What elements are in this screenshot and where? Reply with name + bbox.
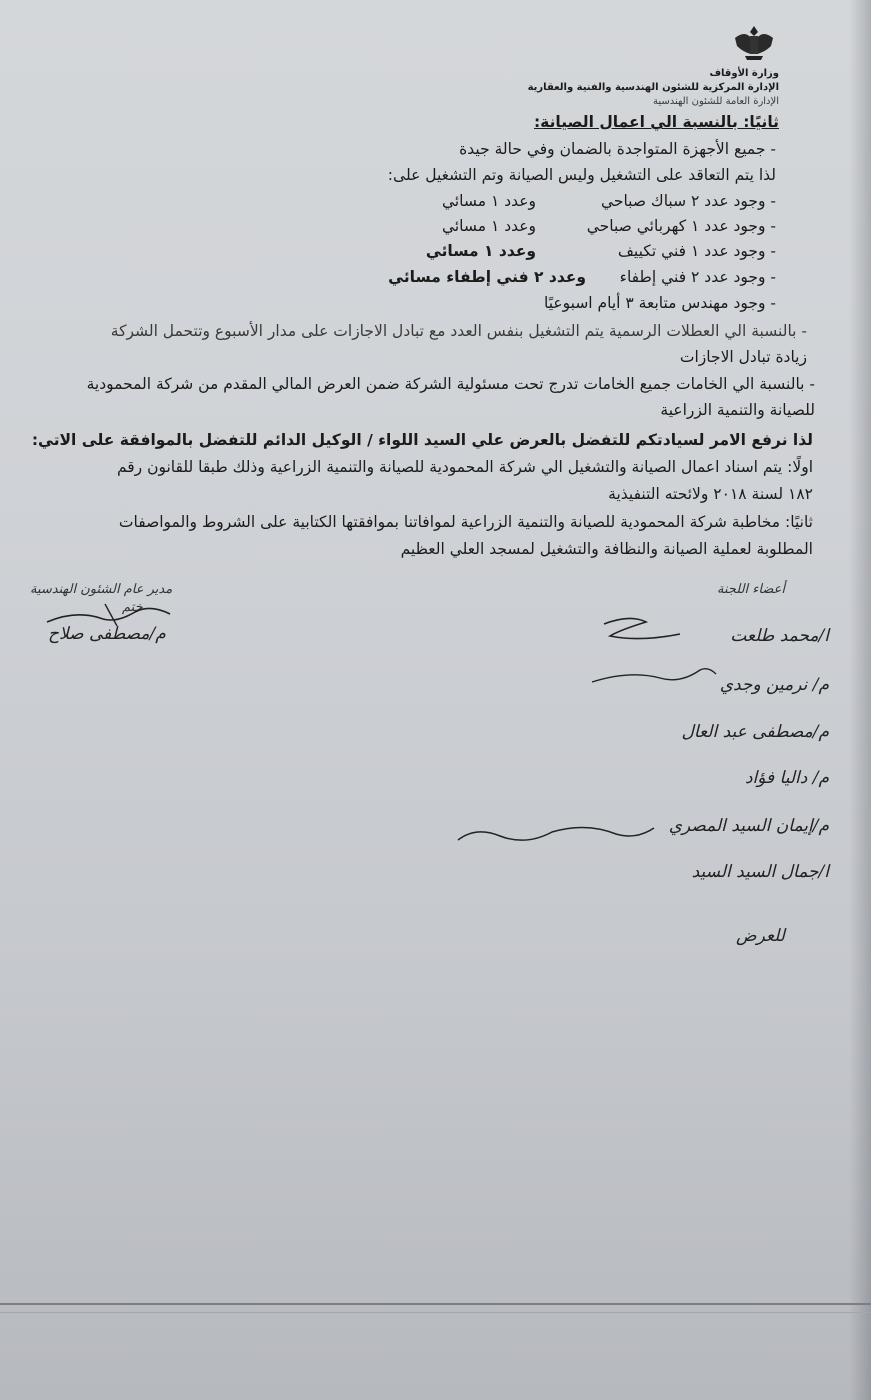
- list-item-evening: وعدد ١ مسائي: [425, 242, 536, 260]
- decision-first-cont: ١٨٢ لسنة ٢٠١٨ ولائحته التنفيذية: [608, 485, 813, 503]
- list-item: - وجود مهندس متابعة ٣ أيام اسبوعيًا: [543, 294, 776, 312]
- general-department: الإدارة العامة للشئون الهندسية: [653, 96, 779, 107]
- page-fold-line: [0, 1312, 871, 1313]
- committee-member: م/ داليا فؤاد: [744, 768, 829, 788]
- general-manager-name: م/مصطفى صلاح: [48, 624, 166, 644]
- signature-scribble: [456, 818, 656, 852]
- section-title: ثانيًا: بالنسبة الي اعمال الصيانة:: [533, 113, 779, 131]
- list-item-evening: وعدد ١ مسائي: [441, 217, 536, 235]
- committee-label: أعضاء اللجنة: [716, 582, 785, 597]
- decision-second-cont: المطلوبة لعملية الصيانة والنظافة والتشغيل لمسجد العلي العظيم: [400, 540, 813, 558]
- page-edge-shadow: [849, 0, 871, 1400]
- eagle-emblem-icon: [731, 22, 777, 62]
- list-item-evening: وعدد ٢ فني إطفاء مسائي: [388, 268, 586, 286]
- paragraph-line: لذا يتم التعاقد على التشغيل وليس الصيانة وتم التشغيل على:: [387, 166, 776, 184]
- list-item-evening: وعدد ١ مسائي: [441, 192, 536, 210]
- committee-member: م/ نرمين وجدي: [719, 675, 829, 695]
- central-department: الإدارة المركزية للشئون الهندسية والفنية والعقارية: [527, 82, 779, 93]
- signature-scribble: [600, 612, 690, 652]
- ministry-name: وزارة الأوقاف: [709, 68, 779, 79]
- general-manager-title: مدير عام الشئون الهندسية: [30, 582, 173, 597]
- footer-note: للعرض: [736, 926, 785, 946]
- committee-member: ا/جمال السيد السيد: [691, 862, 829, 882]
- list-item: - وجود عدد ٢ فني إطفاء: [619, 268, 776, 286]
- decision-second: ثانيًا: مخاطبة شركة المحمودية للصيانة والتنمية الزراعية لموافاتنا بموافقتها الكتابية على الشروط والمواصفات: [118, 513, 813, 531]
- decision-first: اولًا: يتم اسناد اعمال الصيانة والتشغيل الي شركة المحمودية للصيانة والتنمية الزراعية وذلك طبقا للقانون رقم: [116, 458, 813, 476]
- committee-member: م/مصطفى عبد العال: [681, 722, 829, 742]
- list-item: - وجود عدد ١ كهربائي صباحي: [586, 217, 776, 235]
- paragraph-line: للصيانة والتنمية الزراعية: [660, 401, 815, 419]
- paragraph-line: - جميع الأجهزة المتواجدة بالضمان وفي حالة جيدة: [459, 140, 776, 158]
- paragraph-line: - بالنسبة الي الخامات جميع الخامات تدرج تحت مسئولية الشركة ضمن العرض المالي المقدم من شركة المحمودية: [86, 375, 815, 393]
- list-item: - وجود عدد ١ فني تكييف: [617, 242, 776, 260]
- page-fold-line: [0, 1303, 871, 1305]
- signature-scribble: [590, 662, 720, 692]
- request-line: لذا نرفع الامر لسيادتكم للتفضل بالعرض علي السيد اللواء / الوكيل الدائم للتفضل بالموافقة على الاتي:: [31, 431, 813, 449]
- paragraph-line: زيادة تبادل الاجازات: [679, 348, 807, 366]
- stamp-mark: ختم: [122, 600, 143, 615]
- committee-member: م/إيمان السيد المصري: [668, 816, 829, 836]
- paragraph-line: - بالنسبة الي العطلات الرسمية يتم التشغيل بنفس العدد مع تبادل الاجازات على مدار الأسبوع وتتحمل الشركة: [110, 322, 807, 340]
- list-item: - وجود عدد ٢ سباك صباحي: [600, 192, 776, 210]
- committee-member: ا/محمد طلعت: [730, 626, 829, 646]
